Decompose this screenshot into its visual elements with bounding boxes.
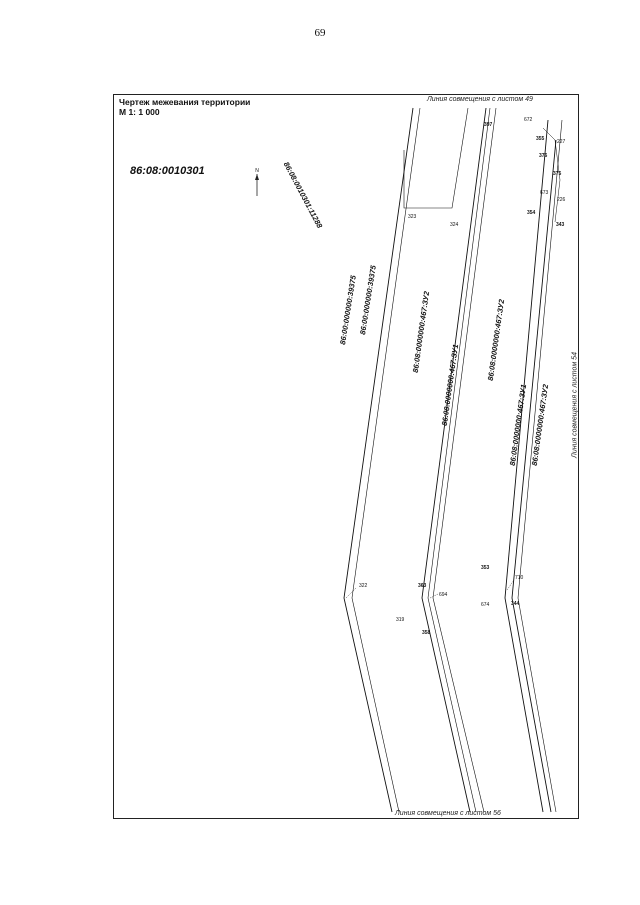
point-358: 358 [422, 630, 431, 636]
point-397: 397 [484, 122, 493, 128]
drawing-title: Чертеж межевания территории [119, 97, 251, 107]
point-694: 694 [439, 592, 448, 598]
leader-694 [430, 594, 438, 598]
parcel-label-zu2-b: 86:08:0000000:467:ЗУ2 [485, 298, 507, 382]
point-363: 363 [418, 583, 427, 589]
overlap-line-right: Линия совмещения с листом 54 [571, 352, 579, 458]
point-354: 354 [527, 210, 536, 216]
point-226: 226 [557, 197, 566, 203]
boundary-zu2-right-b [512, 140, 556, 812]
point-227: 227 [557, 139, 566, 145]
boundary-zu2-right-a [505, 120, 551, 812]
overlap-line-top: Линия совмещения с листом 49 [427, 96, 533, 103]
drawing-scale: М 1: 1 000 [119, 107, 160, 117]
boundary-39375-outer [344, 108, 413, 812]
point-673: 673 [540, 190, 549, 196]
page-number: 69 [314, 27, 326, 39]
leader-322 [346, 588, 356, 598]
parcel-label-39375-b: 86:00:000000:39375 [358, 264, 378, 336]
point-672: 672 [524, 117, 533, 123]
cadastral-block-number: 86:08:0010301 [130, 165, 205, 177]
point-322: 322 [359, 583, 368, 589]
parcel-label-zu2-c: 86:08:0000000:467:ЗУ2 [529, 383, 551, 467]
point-319: 319 [396, 617, 405, 623]
parcel-label-zu1-b: 86:08:0000000:467:ЗУ1 [507, 383, 529, 467]
parcel-label-39375-a: 86:00:000000:39375 [338, 274, 358, 346]
point-376: 376 [539, 153, 548, 159]
parcel-label-11288: 86:08:0010301:11288 [281, 160, 325, 230]
parcel-label-zu1-a: 86:08:0000000:467:ЗУ1 [439, 343, 461, 427]
boundary-11288 [404, 108, 468, 208]
parcel-label-zu2-a: 86:08:0000000:467:ЗУ2 [410, 290, 432, 374]
point-375: 375 [553, 171, 562, 177]
point-323: 323 [408, 214, 417, 220]
point-355: 355 [536, 136, 545, 142]
point-343: 343 [556, 222, 565, 228]
overlap-line-bottom: Линия совмещения с листом 56 [395, 810, 501, 817]
point-344: 344 [511, 601, 520, 607]
point-324: 324 [450, 222, 459, 228]
point-710: 710 [515, 575, 524, 581]
point-674: 674 [481, 602, 490, 608]
point-353: 353 [481, 565, 490, 571]
north-arrow-label: N [255, 168, 259, 174]
boundary-zu1-right [433, 108, 496, 812]
